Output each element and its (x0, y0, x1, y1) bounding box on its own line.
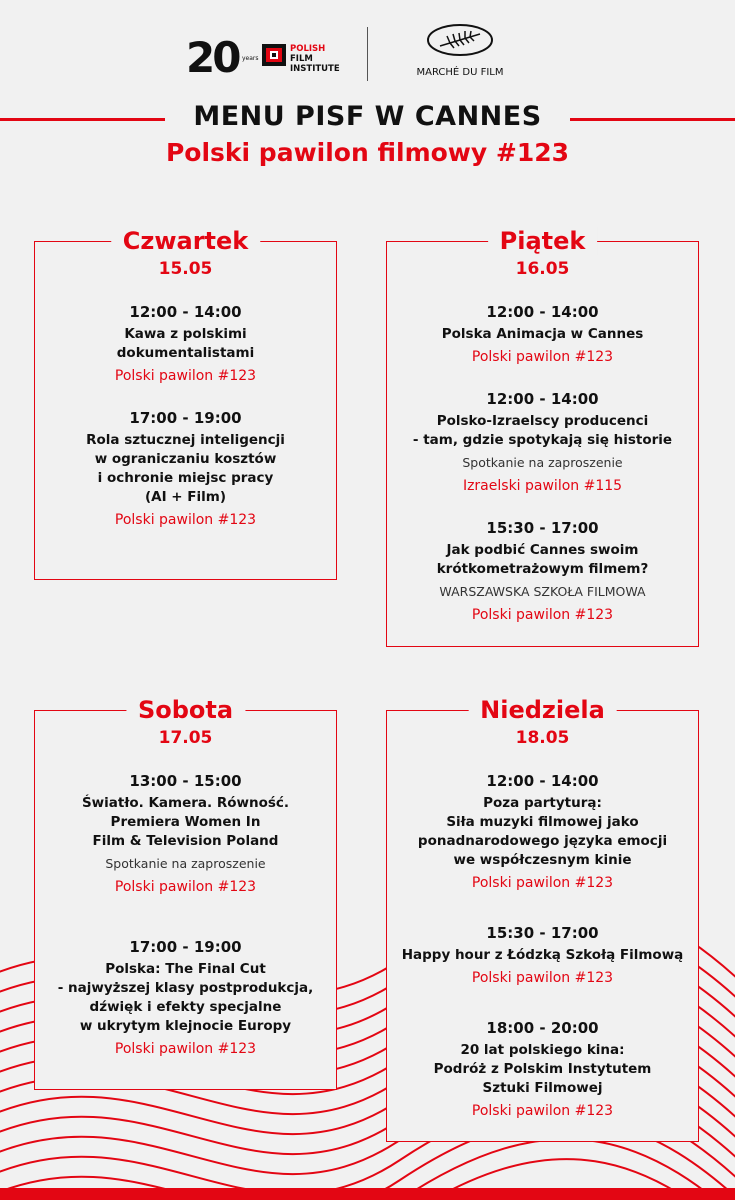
event-item (387, 302, 698, 367)
event-venue: Polski pawilon #123 (471, 970, 614, 986)
event-venue: Polski pawilon #123 (471, 607, 614, 623)
day-date: 16.05 (515, 259, 570, 279)
event-item (35, 302, 336, 386)
event-title: Poza partyturą: Siła muzyki filmowej jako ponadnarodowego języka emocji we współczesnym kinie (417, 795, 668, 868)
event-time: 12:00 - 14:00 (486, 390, 599, 408)
marche-du-film-logo (405, 22, 525, 82)
event-item (35, 771, 336, 897)
event-venue: Polski pawilon #123 (114, 1041, 257, 1057)
event-title: Happy hour z Łódzką Szkołą Filmową (401, 947, 684, 963)
day-name: Niedziela (468, 696, 617, 724)
svg-text:MARCHÉ DU FILM: MARCHÉ DU FILM (416, 67, 504, 78)
event-item (387, 518, 698, 625)
page-title: MENU PISF W CANNES (193, 101, 542, 132)
event-venue: Polski pawilon #123 (471, 1103, 614, 1119)
event-venue: Polski pawilon #123 (114, 879, 257, 895)
day-date: 18.05 (515, 728, 570, 748)
event-time: 18:00 - 20:00 (486, 1019, 599, 1037)
event-title: Kawa z polskimi dokumentalistami (116, 326, 255, 361)
event-venue: Izraelski pawilon #115 (462, 478, 623, 494)
svg-text:years: years (242, 55, 259, 62)
day-box-saturday (34, 696, 337, 1090)
event-time: 15:30 - 17:00 (486, 924, 599, 942)
day-date: 15.05 (158, 259, 213, 279)
logo-divider (367, 27, 368, 81)
day-box-sunday (386, 696, 699, 1142)
event-time: 13:00 - 15:00 (129, 772, 242, 790)
day-date: 17.05 (158, 728, 213, 748)
event-note: Spotkanie na zaproszenie (105, 856, 266, 871)
pisf-20-years-logo (186, 22, 356, 82)
event-time: 17:00 - 19:00 (129, 409, 242, 427)
bottom-red-bar (0, 1188, 735, 1200)
event-title: Jak podbić Cannes swoim krótkometrażowym filmem? (436, 542, 649, 577)
event-note: Spotkanie na zaproszenie (462, 455, 623, 470)
svg-text:POLISH: POLISH (290, 44, 326, 54)
event-time: 12:00 - 14:00 (129, 303, 242, 321)
event-item (35, 408, 336, 530)
event-item (387, 771, 698, 893)
day-box-friday (386, 227, 699, 647)
day-name: Piątek (488, 227, 598, 255)
svg-text:20: 20 (186, 33, 239, 82)
event-title: Światło. Kamera. Równość. Premiera Women In Film & Television Poland (81, 795, 290, 849)
day-box-thursday (34, 227, 337, 580)
event-venue: Polski pawilon #123 (114, 512, 257, 528)
svg-text:INSTITUTE: INSTITUTE (290, 64, 340, 74)
event-title: Polsko-Izraelscy producenci - tam, gdzie spotykają się historie (412, 413, 673, 448)
event-title: Polska: The Final Cut - najwyższej klasy postprodukcja, dźwięk i efekty specjalne w ukrytym klejnocie Europy (57, 961, 314, 1034)
event-time: 12:00 - 14:00 (486, 772, 599, 790)
event-title: Rola sztucznej inteligencji w ograniczaniu kosztów i ochronie miejsc pracy (AI + Film) (86, 432, 285, 505)
event-item (35, 937, 336, 1059)
event-venue: Polski pawilon #123 (114, 368, 257, 384)
page-subtitle: Polski pawilon filmowy #123 (165, 138, 570, 167)
event-note: WARSZAWSKA SZKOŁA FILMOWA (439, 584, 646, 599)
event-venue: Polski pawilon #123 (471, 875, 614, 891)
day-name: Czwartek (111, 227, 261, 255)
event-item (387, 389, 698, 496)
event-title: Polska Animacja w Cannes (441, 326, 644, 342)
svg-text:FILM: FILM (290, 54, 313, 64)
event-item (387, 1018, 698, 1121)
event-title: 20 lat polskiego kina: Podróż z Polskim Instytutem Sztuki Filmowej (433, 1042, 652, 1096)
event-venue: Polski pawilon #123 (471, 349, 614, 365)
event-time: 15:30 - 17:00 (486, 519, 599, 537)
event-time: 17:00 - 19:00 (129, 938, 242, 956)
event-time: 12:00 - 14:00 (486, 303, 599, 321)
event-item (387, 923, 698, 988)
day-name: Sobota (126, 696, 245, 724)
